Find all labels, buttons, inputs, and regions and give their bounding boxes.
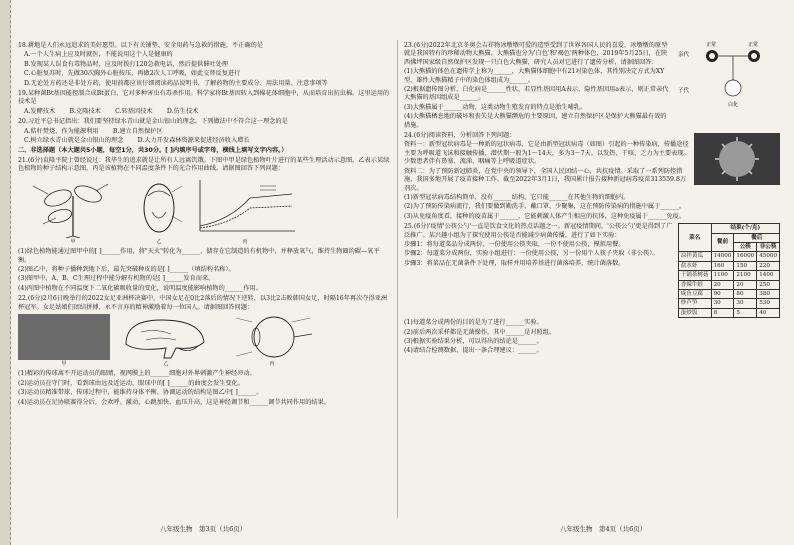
q19-option-c: C.转基因技术 [115,107,153,115]
table-row [678,299,779,308]
q25-step-3: 步骤3：将菜品在无菌条件下处理，取样并用培养基进行菌落培养，统计菌落数。 [404,259,625,267]
q25-part-2: (2)前后两次采样都是无菌操作，其中______是对照组。 [404,328,556,336]
table-cell: 30 [711,299,734,308]
q20-options-row1 [18,128,390,136]
q25-part-4: (4)请结合检测数据，提出一条合理建议：______。 [404,347,543,355]
question-18: 18.耕地是人们永远追求的美好愿望。以下有关铺垫、安全用药与急救的措施，不正确的是 [18,42,263,49]
table-cell: 80 [734,289,757,298]
q19-option-a: A.发酵技术 [24,107,56,115]
q19-options [18,108,390,116]
table-cell: 8 [711,308,734,317]
q21-part-1: (1)绿色植物能通过图甲中的[ ]______作用，将"天火"转化为______，储存在它制造的有机物中，并释放氧气，维持生物圈的碳—氧平衡。 [18,248,380,264]
table-cell: 凉拌黄瓜 [678,252,711,261]
section-two-heading: 二、非选择题（本大题共5小题，每空1分，共30分。[ ]内填序号或字母，横线上填写文字内容。） [18,147,288,155]
q20-option-b: B.建立自然保护区 [112,127,163,135]
table-cell: 咸鱼豆腐 [678,289,711,298]
q23-part-4: (4)大熊猫栖息地的破坏和丧失是大熊猫濒危的主要原因，建立自然保护区是保护大熊猫最有效的措施。 [404,113,667,129]
question-21: 21.(6分)袁隆平院士曾经说过：我毕生的追求就是让所有人远离饥饿。下图中甲是绿色植物叶片进行的某些生理活动示意图，乙表示某绿色植物的种子结构示意图，丙是该植物在不同温度条件下的光合作用曲线。请据图回答下列问题： [18,156,390,173]
q24-material-1: 资料一：新型冠状病毒是一种新的冠状病毒，它是由新型冠状病毒（如图）引起的一种传染病，传播途径主要为呼吸道飞沫和接触传播，潜伏期一般为1～14天，多为3～7天。以发热、干咳、乏力为主要表现。少数患者伴有鼻塞、流涕、咽痛等上呼吸道症状。 [404,141,690,166]
table-row [678,261,779,270]
table-body [678,252,779,318]
pedigree-albino-label: 白化 [728,102,739,108]
page-footer-left: 八年级生物 第3页（共6页） [160,525,247,533]
q20-option-c: C.树立绿水青山就是金山银山的理念 [24,137,124,145]
bacteria-results-table [678,223,780,318]
table-cell: 1100 [711,271,734,280]
table-header-food: 菜名 [678,224,711,252]
figure-panda-pedigree [676,40,780,111]
table-cell: 530 [757,299,780,308]
figure-jia-label: 甲 [70,238,76,245]
table-header-result: 结果(个/克) [711,224,779,233]
column-divider [397,40,398,518]
q18-option-d: D.无论处方药还是非处方药，使用前都应该仔细阅读药品说明书，了解药物的主要成分、用法用量、注意事项等 [24,79,328,87]
table-cell: 干锅茶树菇 [678,271,711,280]
table-cell: 炒芦笋 [678,299,711,308]
table-cell: 220 [757,261,780,270]
table-cell: 380 [757,289,780,298]
q25-step-2: 步骤2：每道菜分成两份，实验小组进行：一份使用公筷，另一份用个人筷子夹取（非公筷）。 [404,250,659,258]
q23-part-1: (1)大熊猫的体色在遗传学上称为______，大熊猫体细胞中有21对染色体，其性别决定方式为XY型，雄性大熊猫精子中的染色体组成为______。 [404,68,665,84]
table-cell: 16000 [734,252,757,261]
q21-part-4: (4)丙图中植物在不同温度下二氧化碳吸收量的变化，说明温度能影响植物的______作用。 [18,284,262,292]
right-column [404,40,780,518]
question-19: 19.某种菌Bt基因能控制合成Bt蛋白，它对多种害虫有毒杀作用。科学家将Bt基因转入到棉花体细胞中，从而培育出抗虫棉。这里运用的技术是 [18,90,390,106]
figure-virus-photo [694,133,780,188]
pedigree-child-label: 子代 [678,88,690,94]
question-22: 22.(6分)2月6日晚举行的2022女足亚洲杯决赛中，中国女足在0比2落后的情况下逆转，以3比2击败韩国女足，时隔16年再次夺得亚洲杯冠军。女足姑娘们团结拼搏、永不言弃的精神激励着每一位国人。请据图回答问题： [18,295,388,311]
q18-option-c: C.心脏复苏时，先做30次胸外心脏按压，再做2次人工呼吸，如此交替反复进行 [24,70,241,78]
q19-option-b: B.克隆技术 [69,107,101,115]
table-cell: 45000 [757,252,780,261]
q23-part-3: (3)大熊猫属于______动物，这类动物生殖发育的特点是胎生哺乳。 [404,103,587,111]
left-column [18,40,390,518]
table-cell: 盐水虾 [678,261,711,270]
coronavirus-image [694,133,780,185]
q18-option-b: B.发现某人误食有毒物品时，应及时拨打120急救电话，然后提供催吐处理 [24,60,228,68]
table-cell: 蛋炒饭 [678,308,711,317]
figure-yi [134,176,184,246]
binding-strip [0,0,11,545]
pedigree-parent-label: 亲代 [678,52,690,58]
q20-option-a: A.秸秆焚烧、作为能源利用 [24,127,99,135]
q20-options-row2 [18,137,390,145]
page-footer-right: 八年级生物 第4页（共6页） [560,525,647,533]
co2-curve-chart [190,176,300,238]
figure-brain [116,314,216,368]
table-cell: 160 [711,261,734,270]
q25-step-1: 步骤1：将每道菜品分成两份，一份使用公筷夹取，一份不使用公筷，模拟用餐。 [404,240,625,248]
table-header-private-chopsticks: 非公筷 [757,242,780,251]
question-25: 25.(6分)'疫情'公筷公勺'一直是饮食文化的热点话题之一。新冠疫情期间，'公筷公勺'更是得到了广泛推广。某兴趣小组为了探究使用公筷是否能减少病菌传播，进行了如下实验： [404,223,673,239]
figure-brain-label: 乙 [163,360,169,367]
q21-part-2: (2)图乙中，将种子播种到地下后，最先突破种皮的是[ ]______（填结构名称）。 [18,265,235,273]
q24-material-2: 资料二：为了预防新冠肺炎，在党中央的领导下，全国人民团结一心，共抗疫情。采取了一系列防控措施，我国多地开展了疫苗接种工作。截至2022年3月1日，我国累计报告接种新冠病毒疫苗313559.8万剂次。 [404,167,687,192]
figure-bing [190,176,300,246]
q22-part-3: (3)运动员精准带球、传球过程中，能维持身体平衡、协调运动的结构是图乙中[ ]______。 [18,389,263,397]
panda-pedigree-diagram [676,40,780,108]
table-row [678,271,779,280]
q22-figures [18,314,390,368]
pedigree-normal-label-2: 正常 [748,42,759,48]
table-header-after: 餐后 [734,233,780,242]
table-row [678,308,779,317]
plant-leaf-diagram [18,176,128,238]
seed-structure-diagram [134,176,184,238]
q21-figures [18,176,390,246]
figure-yi-label: 乙 [156,238,162,245]
q24-part-3: (3)从免疫角度看，接种的疫苗属于______，它能刺激人体产生相应的抗体，这种免疫属于______免疫。 [404,212,686,220]
figure-eye [222,314,322,368]
table-cell: 1400 [757,271,780,280]
table-cell: 2100 [734,271,757,280]
q25-part-3: (3)根据实验结果分析，可以得出的结论是______。 [404,338,543,345]
table-cell: 20 [734,280,757,289]
table-cell: 20 [711,280,734,289]
brain-diagram [116,314,216,360]
table-row [678,252,779,261]
table-header-public-chopsticks: 公筷 [734,242,757,251]
table-cell: 5 [734,308,757,317]
table-header-before: 餐前 [711,233,734,252]
table-cell: 150 [734,261,757,270]
table-cell: 250 [757,280,780,289]
table-row [678,280,779,289]
figure-eye-label: 丙 [269,360,275,367]
q23-part-2: (2)根据遗传图分析，白化病是______性状，若显性基因用A表示，隐性基因用a表示，则正常亲代大熊猫的基因组成是______。 [404,86,669,102]
figure-football-label: 甲 [61,360,67,367]
q21-part-3: (3)图甲中，A、B、C生理过程中能分解有机物的是[ ]______发育而来。 [18,275,215,283]
panda-child-albino-icon [725,80,741,96]
eyeball-diagram [222,314,322,360]
q24-part-1: (1)新型冠状病毒结构简单，没有______结构，它只能______在其他生物的细胞内。 [404,193,630,201]
table-row [678,289,779,298]
table-cell: 30 [734,299,757,308]
q19-option-d: D.仿生技术 [166,107,199,115]
pedigree-normal-label-1: 正常 [706,42,717,48]
table-cell: 香辣牛蛙 [678,280,711,289]
q22-part-4: (4)运动员在足协联赛得分后，会欢呼、激动，心跳加快、血压升高，这是神经调节和______调节共同作用的结果。 [18,398,330,406]
q22-part-1: (1)精彩的传球离不开运动员的眼睛，视网膜上的______细胞对外界刺激产生神经冲动。 [18,370,256,378]
figure-jia [18,176,128,246]
football-player-photo [18,314,110,360]
q22-part-2: (2)运动员在守门时，看到球由远及近运动，眼球中的[ ]______的曲度会发生变化。 [18,379,244,387]
table-cell: 90 [711,289,734,298]
figure-bing-label: 丙 [242,238,248,245]
q20-option-d: D.大力开发森林资源来促进经济收入增长 [137,137,250,145]
question-20: 20.习近平总书记指出：我们要坚持绿水青山就是金山银山的理念。下列做法中不符合这一理念的是 [18,118,288,126]
results-table-wrap [678,223,780,318]
question-23: 23.(6分)2022年北京冬奥会吉祥物冰墩墩可爱的造型受到了世界各国人民的喜爱，冰墩墩的原型就是我国特有的珍稀动物大熊猫。大熊猫也分为'白色'和'褐色'两种体色，2019年5月25日，在陕西佛坪国家级自然保护区发现一只白色大熊猫，研究人员对它进行了遗传分析，请据图回答： [404,42,668,66]
q25-part-1: (1)每道菜分成两份的目的是为了进行______实验。 [404,319,543,327]
question-24: 24.(6分)阅读资料，分析回答下列问题： [404,132,516,140]
figure-football-photo [18,314,110,368]
q18-option-a: A.一个人生病上应及时就医，不能说用这个人是健康的 [24,51,173,59]
q24-part-2: (2)为了预防传染病流行，我们要做到勤洗手、戴口罩、少聚集，这在预防传染病的措施中属于______。 [404,203,686,211]
table-cell: 40 [757,308,780,317]
table-cell: 14000 [711,252,734,261]
panda-parent-female-icon [748,50,760,62]
panda-parent-male-icon [706,50,718,62]
